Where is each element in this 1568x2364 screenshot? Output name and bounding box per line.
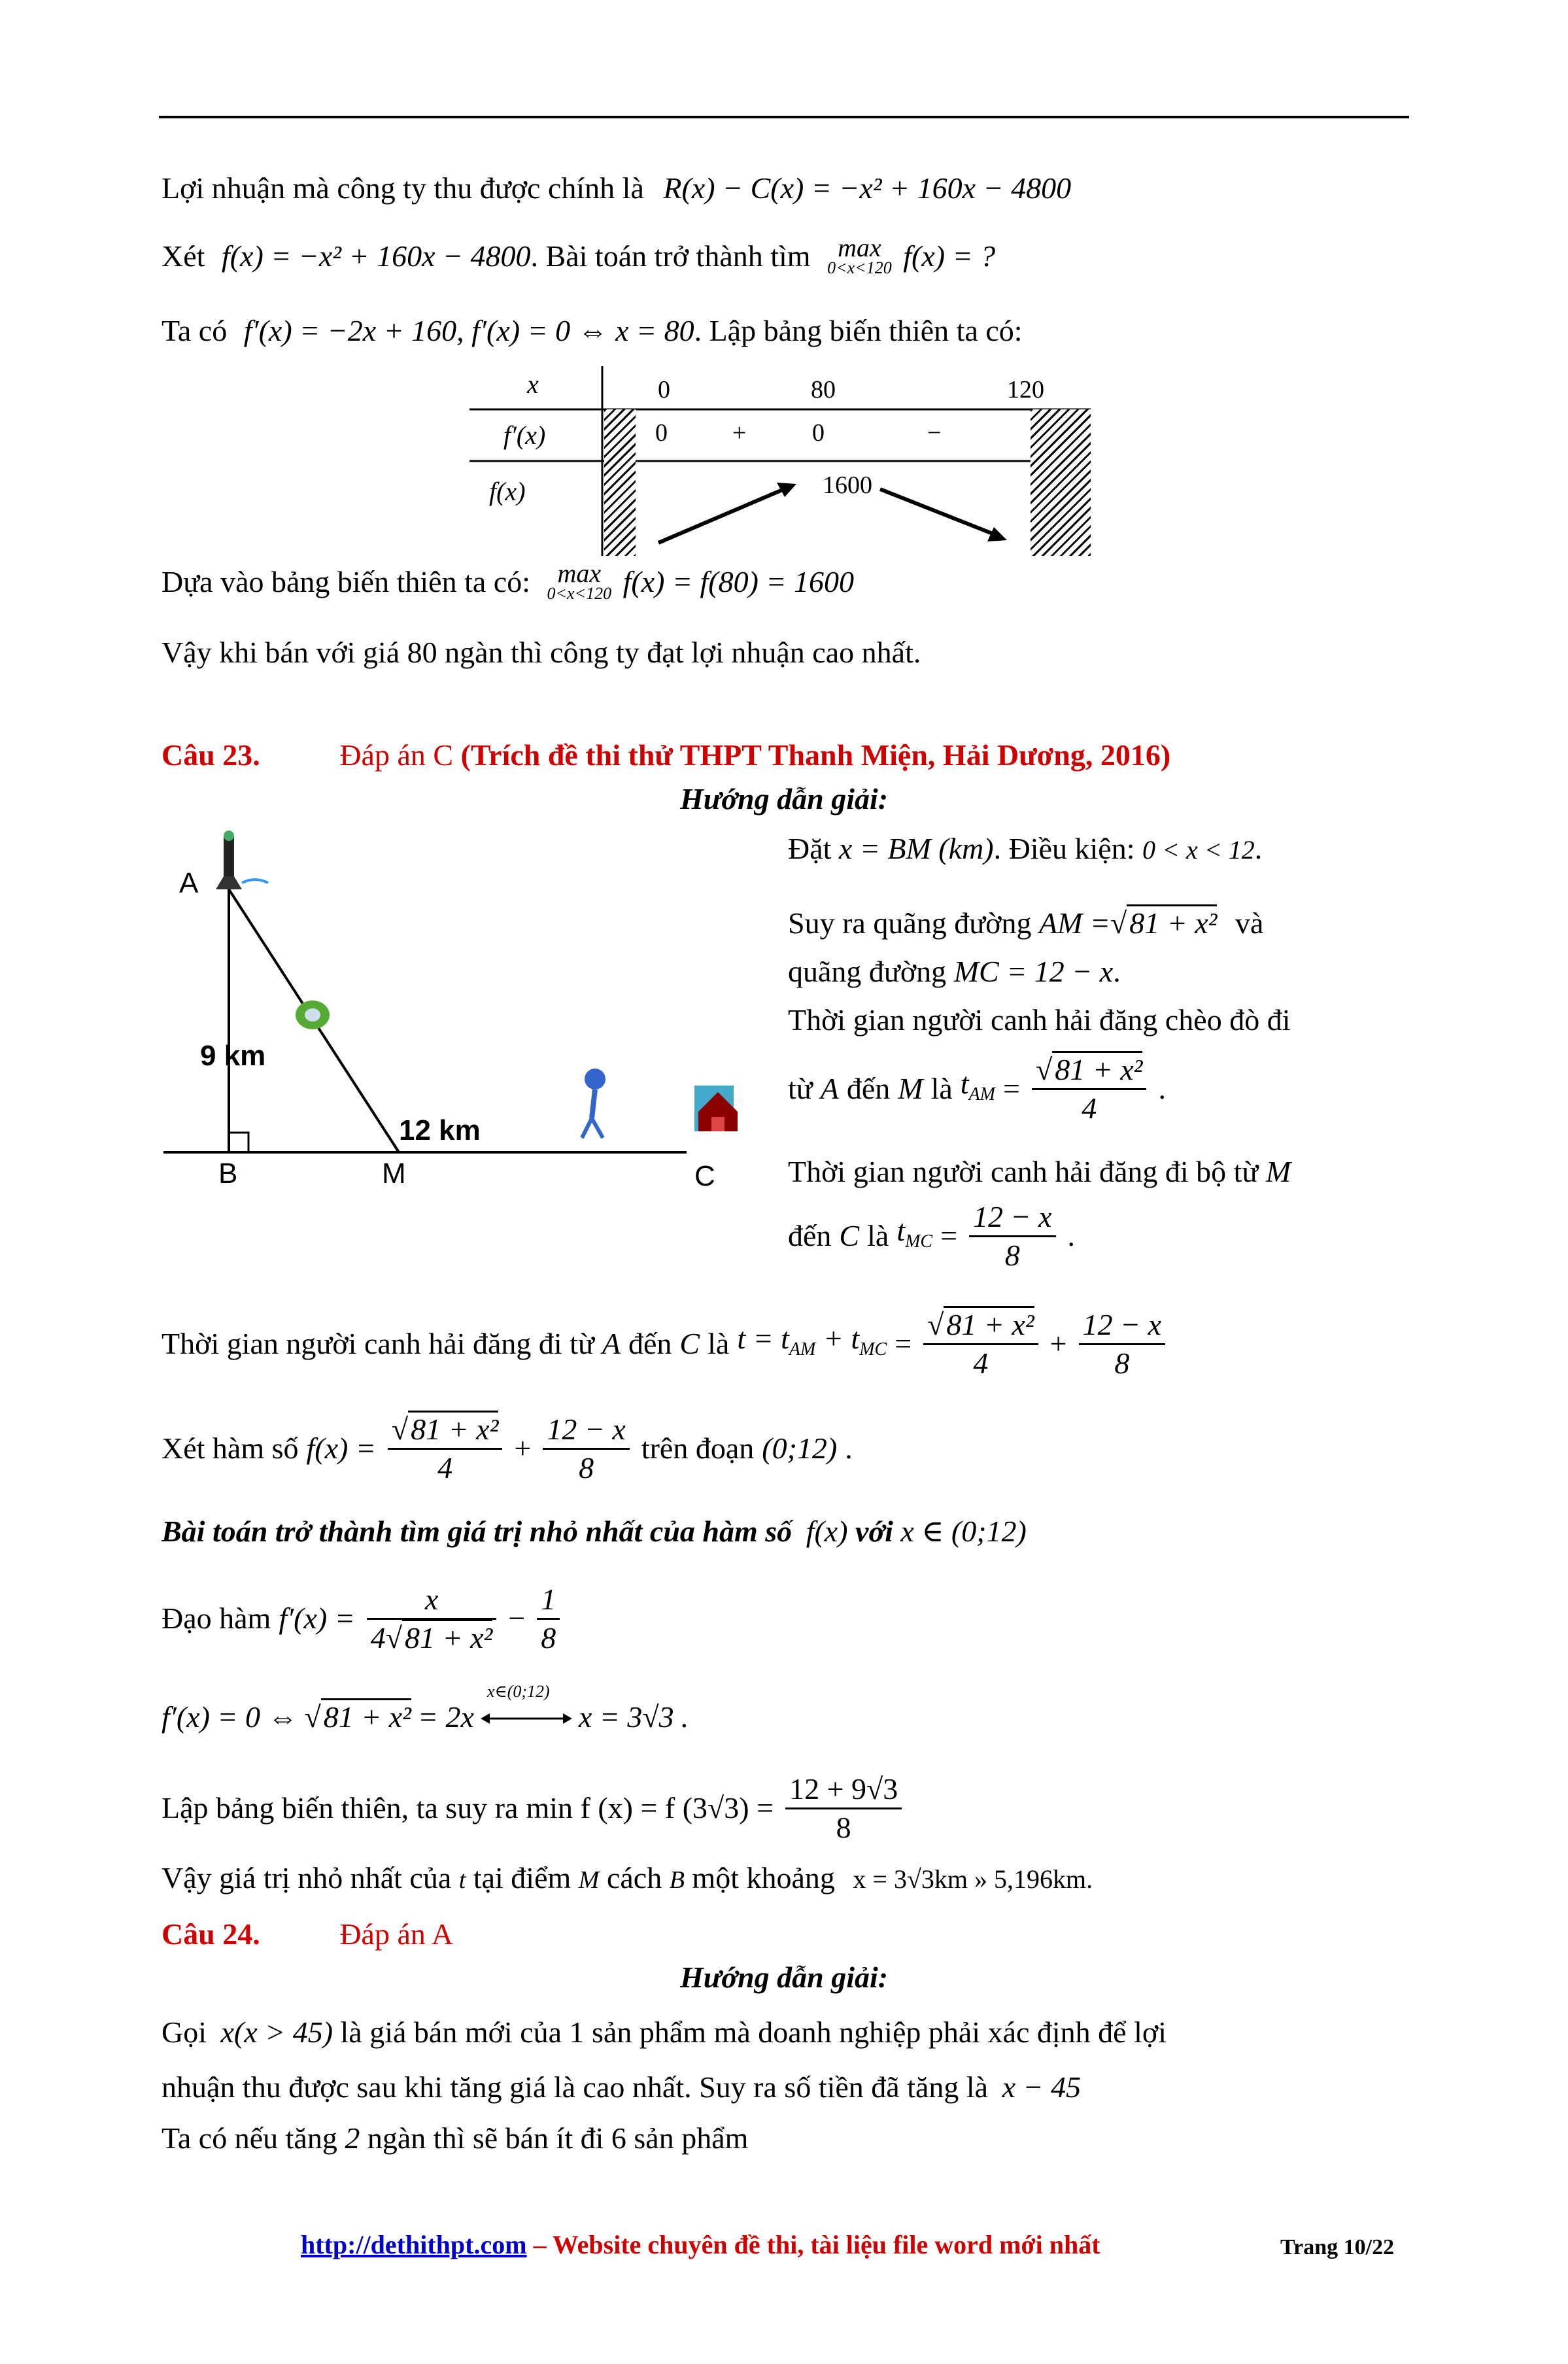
fprime-sign: + [732, 419, 747, 447]
word-is: là [867, 1219, 889, 1252]
x-value: 80 [811, 376, 836, 403]
t-mc-line [788, 1197, 1075, 1275]
consider-line [162, 233, 996, 277]
lighthouse-icon [216, 831, 268, 889]
word-is: là [707, 1327, 730, 1360]
distance-text: một khoảng [692, 1861, 835, 1894]
equals: = [940, 1219, 958, 1252]
arrow-condition: x∈(0;12) [486, 1682, 550, 1701]
word-is: là [930, 1072, 953, 1105]
increase-step: 2 [345, 2121, 360, 2155]
numerator: 12 − x [969, 1199, 1055, 1237]
t-mc-fraction [969, 1199, 1055, 1274]
point-m: M [898, 1072, 923, 1105]
denominator: 8 [1114, 1346, 1130, 1380]
max-word: max [557, 558, 602, 588]
point-c-label: C [694, 1160, 715, 1192]
rule-line [162, 2119, 748, 2158]
table-intro: . Lập bảng biến thiên ta có: [694, 314, 1023, 347]
question-label: Câu 23. [162, 738, 260, 772]
total-time-line [162, 1301, 1169, 1386]
rowing-time-text: Thời gian người canh hải đăng chèo đò đi [788, 1003, 1291, 1036]
boat-icon [296, 1001, 330, 1029]
denominator-coef: 4 [370, 1620, 386, 1654]
t-symbol: t [458, 1866, 466, 1894]
min-line [162, 1766, 906, 1851]
peak-value: 1600 [823, 471, 872, 499]
point-a-label: A [179, 867, 199, 899]
point-a: A [820, 1072, 839, 1105]
profit-line [162, 169, 1071, 208]
interval: (0;12) [762, 1431, 838, 1465]
solve-line: f′(x) = 0 ⇔ √81 + x² = 2x x∈(0;12) x = 3√3 . [162, 1698, 688, 1737]
guide-heading: Hướng dẫn giải: [680, 782, 889, 815]
minus: − [508, 1602, 526, 1635]
function-def: f(x) = −x² + 160x − 4800 [221, 239, 531, 273]
derivative-2-line [162, 1569, 564, 1668]
denominator: 8 [579, 1450, 594, 1484]
numerator: 12 − x [543, 1411, 629, 1450]
mc-line [788, 952, 1121, 991]
answer-label: Đáp án C [339, 738, 454, 772]
period: . [1067, 1219, 1076, 1252]
word-from: từ [788, 1072, 813, 1105]
fprime-value: 0 [655, 419, 668, 447]
denominator: 8 [836, 1810, 851, 1844]
max-result: f(x) = f(80) = 1600 [622, 565, 854, 598]
denominator: 4 [973, 1346, 989, 1380]
decrease-arrow [880, 489, 999, 536]
fraction-2 [543, 1411, 629, 1486]
max-question: f(x) = ? [903, 239, 996, 273]
source-note: (Trích đề thi thử THPT Thanh Miện, Hải Dương, 2016) [460, 738, 1171, 772]
fraction-1-8 [537, 1581, 560, 1656]
table-conclusion [162, 558, 854, 603]
denominator: 8 [541, 1620, 556, 1654]
row-label-f: f(x) [489, 477, 526, 506]
word-to: đến [846, 1072, 891, 1105]
point-b-label: B [218, 1157, 238, 1190]
function-symbol: f(x) [806, 1515, 848, 1548]
plus: + [1049, 1327, 1067, 1360]
radicand: 81 + x² [321, 1698, 411, 1734]
point-m-label: M [382, 1157, 406, 1190]
hatch-left [604, 409, 636, 556]
call-text: là giá bán mới của 1 sản phẩm mà doanh nghiệp phải xác định để lợi [340, 2015, 1167, 2049]
at-point-text: tại điểm [473, 1861, 571, 1894]
period: . [1254, 832, 1263, 865]
derivative-line [162, 311, 1023, 351]
t-sum: t = t [737, 1321, 789, 1355]
call-line [162, 2013, 1167, 2052]
answer-label: Đáp án A [339, 1917, 454, 1951]
footer [301, 2229, 1100, 2261]
increase-text: nhuận thu được sau khi tăng giá là cao nhất. Suy ra số tiền đã tăng là [162, 2070, 989, 2104]
equivalence-arrow [481, 1682, 572, 1730]
call-label: Gọi [162, 2015, 207, 2049]
fprime-sign: − [927, 419, 942, 447]
consider-label: Xét [162, 239, 205, 273]
point-b: B [669, 1866, 685, 1894]
subscript-am: AM [789, 1339, 816, 1360]
max-word: max [838, 233, 881, 262]
t-plus: + t [823, 1321, 860, 1355]
period: . [680, 1700, 689, 1734]
conclusion-sentence: Vậy khi bán với giá 80 ngàn thì công ty đạt lợi nhuận cao nhất. [162, 636, 921, 669]
distance-label: 12 km [399, 1114, 481, 1146]
function-line [162, 1406, 853, 1491]
rule-text-b: ngàn thì sẽ bán ít đi 6 sản phẩm [367, 2121, 749, 2155]
on-interval-text: trên đoạn [641, 1431, 755, 1465]
point-m: M [578, 1866, 600, 1894]
t-symbol: t [896, 1213, 906, 1247]
condition-range: 0 < x < 12 [1142, 835, 1255, 865]
page-number: Trang 10/22 [1280, 2235, 1395, 2259]
rule-text-a: Ta có nếu tăng [162, 2121, 337, 2155]
point-m: M [1265, 1155, 1291, 1188]
t-subscript: AM [968, 1084, 995, 1105]
point-a: A [602, 1327, 621, 1360]
question-label: Câu 24. [162, 1917, 260, 1951]
lighthouse-figure [163, 824, 739, 1203]
variation-table [469, 366, 1091, 556]
height-label: 9 km [200, 1040, 266, 1072]
min-fraction [785, 1771, 902, 1846]
condition-label: . Điều kiện: [993, 832, 1135, 865]
fraction-2 [1079, 1307, 1165, 1382]
solution: x = 3√3 [578, 1700, 674, 1734]
away-text: cách [606, 1861, 662, 1894]
row-label-fprime: f′(x) [503, 420, 546, 450]
and-word: và [1235, 906, 1264, 940]
numerator: 1 [537, 1581, 560, 1620]
conclusion-text: Vậy giá trị nhỏ nhất của [162, 1861, 452, 1894]
function-lhs: f(x) = [306, 1431, 376, 1465]
point-c: C [679, 1327, 700, 1360]
am-text: Suy ra quãng đường [788, 906, 1032, 940]
numerator: 12 + 9√3 [785, 1771, 902, 1809]
t-am-fraction: $\frac{\text{√81 + x²}}{4}$ [1032, 1052, 1147, 1127]
solve-lhs: f′(x) = 0 ⇔ [162, 1700, 298, 1734]
guide-heading: Hướng dẫn giải: [680, 1961, 889, 1994]
footer-text: – Website chuyên đề thi, tài liệu file word mới nhất [526, 2230, 1100, 2259]
numerator: 12 − x [1079, 1307, 1165, 1345]
t-symbol: t [960, 1066, 969, 1100]
fprime-value: 0 [812, 419, 825, 447]
period: . [845, 1431, 853, 1465]
derivative-label: Đạo hàm [162, 1602, 271, 1635]
equals: = [895, 1327, 912, 1360]
with-word: với [855, 1515, 893, 1548]
am-line: Suy ra quãng đường AM =√81 + x² và [788, 904, 1263, 943]
hatch-right [1031, 409, 1091, 556]
header-rule [159, 116, 1409, 118]
max-condition: 0<x<120 [547, 584, 612, 603]
derivative-fraction: $\frac{x}{\text{4√81 + x²}}$ [367, 1581, 497, 1656]
min-formula: min f (x) = f (3√3) = [526, 1791, 774, 1824]
variable-def: x = BM (km) [838, 832, 994, 865]
derivative-label: Ta có [162, 314, 228, 347]
numerator: x [367, 1581, 497, 1620]
derivative-lhs: f′(x) = [279, 1602, 355, 1635]
domain: x ∈ (0;12) [900, 1515, 1027, 1548]
min-conclusion [162, 1859, 1093, 1900]
x-value: 120 [1007, 376, 1044, 403]
walker-icon [582, 1069, 605, 1138]
increase-arrow [658, 487, 789, 543]
numerator: 81 + x² [408, 1411, 498, 1446]
problem-text: Bài toán trở thành tìm giá trị nhỏ nhất của hàm số [162, 1515, 793, 1548]
consider-function-text: Xét hàm số [162, 1431, 299, 1465]
word-to: đến [788, 1219, 832, 1252]
footer-link[interactable]: http://dethithpt.com [301, 2230, 527, 2259]
denominator: 8 [1004, 1238, 1020, 1272]
distance-value: x = 3√3km » 5,196km. [853, 1864, 1093, 1894]
fraction-1: $\frac{\text{√81 + x²}}{4}$ [388, 1411, 503, 1486]
am-radicand: 81 + x² [1127, 904, 1217, 940]
period: . [1113, 955, 1121, 988]
t-am-line [788, 1053, 1166, 1125]
increase-line [162, 2068, 1081, 2107]
profit-text: Lợi nhuận mà công ty thu được chính là [162, 171, 644, 205]
mc-formula: MC = 12 − x [953, 955, 1114, 988]
set-label: Đặt [788, 832, 832, 865]
fraction-1: $\frac{\text{√81 + x²}}{4}$ [923, 1307, 1038, 1382]
question-24-heading [162, 1915, 453, 1954]
total-time-text: Thời gian người canh hải đăng đi từ [162, 1327, 594, 1360]
right-angle-mark [229, 1133, 248, 1152]
conclusion-text: Dựa vào bảng biến thiên ta có: [162, 565, 530, 598]
plus: + [514, 1431, 532, 1465]
max-operator [827, 233, 892, 277]
point-c: C [839, 1219, 860, 1252]
increase-amount: x − 45 [1002, 2070, 1082, 2104]
numerator: 81 + x² [944, 1306, 1034, 1341]
walking-time-line [788, 1152, 1291, 1191]
mc-text: quãng đường [788, 955, 947, 988]
denominator: 4 [437, 1450, 453, 1484]
numerator: 81 + x² [1052, 1051, 1142, 1086]
equals: = [1003, 1072, 1020, 1105]
solve-rhs: = 2x [417, 1700, 474, 1734]
profit-formula: R(x) − C(x) = −x² + 160x − 4800 [663, 171, 1072, 205]
am-formula: AM = [1039, 906, 1110, 940]
problem-statement [162, 1512, 1027, 1551]
subscript-mc: MC [859, 1339, 887, 1360]
consider-text: . Bài toán trở thành tìm [530, 239, 811, 273]
max-operator [547, 558, 612, 603]
t-subscript: MC [905, 1231, 933, 1252]
price-variable: x(x > 45) [220, 2015, 333, 2049]
question-23-heading [162, 736, 1170, 775]
row-label-x: x [527, 369, 539, 399]
set-variable-line [788, 829, 1262, 870]
walking-time-text: Thời gian người canh hải đăng đi bộ từ [788, 1155, 1259, 1188]
house-icon [694, 1086, 738, 1131]
max-condition: 0<x<120 [827, 258, 892, 277]
period: . [1158, 1072, 1166, 1105]
derivative-formula: f′(x) = −2x + 160, f′(x) = 0 ⇔ x = 80 [243, 314, 694, 347]
word-to: đến [628, 1327, 672, 1360]
min-text: Lập bảng biến thiên, ta suy ra [162, 1791, 519, 1824]
denominator: 4 [1082, 1091, 1097, 1125]
x-value: 0 [658, 376, 670, 403]
denominator-radicand: 81 + x² [402, 1619, 492, 1654]
